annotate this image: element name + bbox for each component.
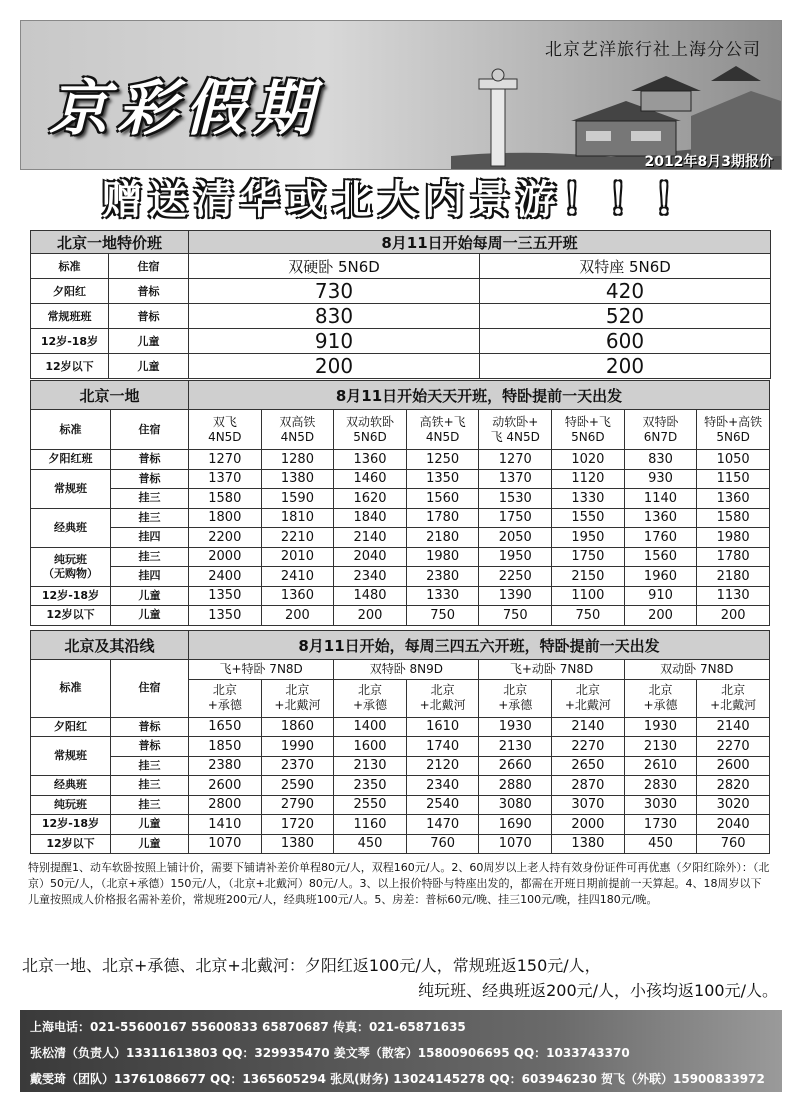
price-cell: 2340 [406,776,479,796]
row-lodging: 儿童 [111,834,189,854]
table-schedule: 8月11日开始，每周三四五六开班，特卧提前一天出发 [189,631,770,660]
price-cell: 760 [697,834,770,854]
destination-extra: +北戴河 [419,698,466,712]
destination-header [189,679,262,717]
column-header-row [31,660,770,680]
col-standard: 标准 [31,254,109,279]
table-row [31,756,770,776]
price-cell: 730 [189,279,480,304]
price-cell: 2140 [552,717,625,737]
destination-name: 北京 [358,683,383,697]
row-lodging: 挂三 [111,547,189,567]
row-standard-label: 12岁-18岁 [41,588,100,602]
row-lodging: 普标 [111,717,189,737]
price-cell: 1360 [624,508,697,528]
price-table-beijing-routes [30,630,770,854]
row-lodging: 挂三 [111,795,189,815]
price-cell: 2600 [697,756,770,776]
price-cell: 1070 [479,834,552,854]
product-header [624,410,697,450]
price-cell: 1350 [406,469,479,489]
price-cell: 2540 [406,795,479,815]
table-row [31,815,770,835]
col-lodging: 住宿 [109,254,189,279]
product-name: 双特卧 [642,414,679,429]
product-duration: 5N6D [353,429,387,444]
price-cell: 1730 [624,815,697,835]
product-name: 特卧+飞 [564,414,611,429]
table-row [31,489,770,509]
price-cell: 2040 [697,815,770,835]
price-cell: 1380 [552,834,625,854]
price-cell: 2040 [334,547,407,567]
price-cell: 1720 [261,815,334,835]
destination-name: 北京 [430,683,455,697]
price-cell: 1330 [406,586,479,606]
price-cell: 2180 [406,528,479,548]
row-lodging: 挂四 [111,528,189,548]
price-cell: 1980 [406,547,479,567]
table-row [31,795,770,815]
price-cell: 2650 [552,756,625,776]
price-cell: 1530 [479,489,552,509]
price-cell: 2270 [552,737,625,757]
destination-name: 北京 [285,683,310,697]
product-duration: 5N6D [571,429,605,444]
contact-footer [20,1010,782,1092]
price-cell: 1950 [552,528,625,548]
price-cell: 2790 [261,795,334,815]
col-standard: 标准 [31,410,111,450]
row-standard-label: 夕阳红班 [48,452,93,466]
price-cell: 1160 [334,815,407,835]
destination-extra: +北戴河 [710,698,757,712]
row-lodging: 儿童 [111,606,189,626]
price-cell: 1400 [334,717,407,737]
price-cell: 2820 [697,776,770,796]
destination-header [697,679,770,717]
table-row [31,279,771,304]
contact-staff-line: 戴雯琦（团队）13761086677 QQ：1365605294 张凤(财务) 13024145278 QQ：603946230 贺飞（外联）15900833972 [30,1072,765,1086]
row-standard: 夕阳红 [31,717,111,737]
row-lodging: 儿童 [111,586,189,606]
table-row [31,567,770,587]
price-cell: 2370 [261,756,334,776]
price-cell: 1930 [624,717,697,737]
row-standard: 12岁-18岁 [31,329,109,354]
price-cell: 2410 [261,567,334,587]
price-cell: 1330 [552,489,625,509]
row-standard [31,547,111,586]
destination-name: 北京 [721,683,746,697]
product-header [552,410,625,450]
price-cell: 1800 [189,508,262,528]
price-cell: 3020 [697,795,770,815]
price-cell: 1600 [334,737,407,757]
price-table-special [30,230,771,379]
price-cell: 1380 [261,469,334,489]
price-cell: 1130 [697,586,770,606]
row-standard-note: （无购物） [43,566,98,580]
column-header-row [31,410,770,450]
contact-staff-line: 张松清（负责人）13311613803 QQ：329935470 姜文琴（散客）15800906695 QQ：1033743370 [30,1046,630,1060]
price-cell: 1750 [479,508,552,528]
table-title: 北京及其沿线 [31,631,189,660]
price-cell: 2140 [697,717,770,737]
destination-extra: +承德 [643,698,678,712]
table-schedule: 8月11日开始天天开班，特卧提前一天出发 [189,381,770,410]
price-cell: 1780 [406,508,479,528]
row-lodging: 挂三 [111,489,189,509]
price-cell: 420 [480,279,771,304]
price-cell: 1350 [189,606,262,626]
table-row [31,508,770,528]
destination-header [261,679,334,717]
product-name: 动软卧+ [492,414,539,429]
price-cell: 910 [624,586,697,606]
price-cell: 2350 [334,776,407,796]
price-cell: 1360 [334,450,407,470]
price-cell: 200 [480,354,771,379]
price-cell: 1250 [406,450,479,470]
table-row [31,329,771,354]
price-cell: 910 [189,329,480,354]
price-cell: 2660 [479,756,552,776]
special-notes: 特别提醒1、动车软卧按照上铺计价，需要下铺请补差价单程80元/人，双程160元/人。2、60周岁以上老人持有效身份证件可再优惠（夕阳红除外）：（北京）50元/人，（北京+承德）150元/人，（北京+北戴河）80元/人。3、以上报价特卧与特座出发的，都需在开班日期前提前一天算起。4、18周岁以下儿童按照成人价格报名需补差价，常规班200元/人，经典班100元/人。5、房差：普标60元/晚、挂三100元/晚，挂四180元/晚。 [28,861,770,906]
table-row [31,354,771,379]
product-header [189,410,262,450]
price-cell: 1370 [479,469,552,489]
row-lodging: 普标 [111,450,189,470]
price-cell: 1840 [334,508,407,528]
destination-name: 北京 [648,683,673,697]
price-cell: 2380 [406,567,479,587]
price-cell: 1360 [697,489,770,509]
price-cell: 200 [697,606,770,626]
price-cell: 1960 [624,567,697,587]
price-cell: 2340 [334,567,407,587]
row-lodging: 普标 [111,737,189,757]
price-cell: 2830 [624,776,697,796]
table-row [31,469,770,489]
price-cell: 2870 [552,776,625,796]
price-cell: 2130 [624,737,697,757]
price-cell: 760 [406,834,479,854]
price-cell: 750 [479,606,552,626]
destination-name: 北京 [212,683,237,697]
col-lodging: 住宿 [111,660,189,718]
price-cell: 1760 [624,528,697,548]
product-header [406,410,479,450]
row-standard-label: 经典班 [54,520,87,534]
price-cell: 1050 [697,450,770,470]
product-header: 双动卧 7N8D [624,660,769,680]
price-cell: 1850 [189,737,262,757]
price-cell: 2210 [261,528,334,548]
product-name: 双飞 [212,414,237,429]
price-cell: 1580 [189,489,262,509]
price-cell: 200 [334,606,407,626]
price-cell: 1860 [261,717,334,737]
price-cell: 1620 [334,489,407,509]
price-cell: 1690 [479,815,552,835]
price-cell: 830 [189,304,480,329]
destination-extra: +承德 [498,698,533,712]
price-cell: 2800 [189,795,262,815]
price-cell: 2150 [552,567,625,587]
price-cell: 2400 [189,567,262,587]
price-cell: 1560 [406,489,479,509]
price-cell: 2050 [479,528,552,548]
row-standard: 12岁-18岁 [31,815,111,835]
row-standard-label: 常规班 [54,481,87,495]
row-standard [31,606,111,626]
row-lodging: 挂四 [111,567,189,587]
price-cell: 1460 [334,469,407,489]
price-cell: 1270 [479,450,552,470]
brand-logo: 京彩假期 [49,74,321,144]
table-row [31,586,770,606]
product-header: 飞+特卧 7N8D [189,660,334,680]
price-cell: 2120 [406,756,479,776]
price-cell: 2000 [552,815,625,835]
table-row [31,834,770,854]
price-cell: 200 [189,354,480,379]
price-cell: 1650 [189,717,262,737]
table-row [31,776,770,796]
table-row [31,717,770,737]
price-cell: 1410 [189,815,262,835]
price-cell: 2550 [334,795,407,815]
destination-header [406,679,479,717]
table-row [31,547,770,567]
price-cell: 750 [406,606,479,626]
price-cell: 1470 [406,815,479,835]
price-cell: 3080 [479,795,552,815]
price-cell: 450 [624,834,697,854]
row-standard [31,450,111,470]
price-cell: 1590 [261,489,334,509]
price-cell: 1120 [552,469,625,489]
row-lodging: 挂三 [111,756,189,776]
product-header [479,410,552,450]
row-lodging: 挂三 [111,508,189,528]
refund-line: 北京一地、北京+承德、北京+北戴河：夕阳红返100元/人，常规班返150元/人， [22,956,601,975]
row-standard [31,586,111,606]
row-standard-label: 12岁以下 [46,608,95,622]
issue-label: 2012年8月3期报价 [644,154,773,170]
price-cell: 1270 [189,450,262,470]
header-banner [20,20,782,170]
price-cell: 1550 [552,508,625,528]
product-header [697,410,770,450]
product-header [261,410,334,450]
product-name: 特卧+高铁 [704,414,763,429]
price-cell: 1740 [406,737,479,757]
price-cell: 1100 [552,586,625,606]
price-cell: 2610 [624,756,697,776]
destination-extra: +承德 [207,698,242,712]
table-row [31,606,770,626]
price-cell: 1780 [697,547,770,567]
product-header: 双特座 5N6D [480,254,771,279]
price-cell: 2000 [189,547,262,567]
price-cell: 1480 [334,586,407,606]
row-standard: 常规班班 [31,304,109,329]
price-cell: 2380 [189,756,262,776]
price-cell: 1140 [624,489,697,509]
promo-banner: 赠送清华或北大内景游！！！ [102,176,700,223]
destination-header [479,679,552,717]
price-cell: 1390 [479,586,552,606]
product-duration: 6N7D [643,429,678,444]
product-duration: 4N5D [280,429,315,444]
price-cell: 1810 [261,508,334,528]
table-title: 北京一地特价班 [31,231,189,254]
price-cell: 1980 [697,528,770,548]
price-table-beijing [30,380,770,626]
price-cell: 3070 [552,795,625,815]
price-cell: 2130 [479,737,552,757]
price-cell: 200 [261,606,334,626]
refund-line: 纯玩班、经典班返200元/人，小孩均返100元/人。 [418,981,778,1000]
product-header: 双特卧 8N9D [334,660,479,680]
product-duration: 4N5D [208,429,242,444]
price-cell: 2200 [189,528,262,548]
price-cell: 2270 [697,737,770,757]
price-cell: 2130 [334,756,407,776]
price-cell: 2010 [261,547,334,567]
row-standard: 常规班 [31,737,111,776]
col-standard: 标准 [31,660,111,718]
contact-phone-line: 上海电话：021-55600167 55600833 65870687 传真：021-65871635 [30,1020,466,1034]
price-cell: 2880 [479,776,552,796]
price-cell: 520 [480,304,771,329]
price-cell: 1150 [697,469,770,489]
destination-extra: +北戴河 [274,698,321,712]
price-cell: 2250 [479,567,552,587]
table-title: 北京一地 [31,381,189,410]
row-lodging: 挂三 [111,776,189,796]
row-standard: 夕阳红 [31,279,109,304]
price-cell: 1020 [552,450,625,470]
price-cell: 1990 [261,737,334,757]
price-cell: 930 [624,469,697,489]
price-cell: 1380 [261,834,334,854]
row-standard [31,508,111,547]
destination-header [334,679,407,717]
company-name: 北京艺洋旅行社上海分公司 [545,40,761,60]
table-schedule: 8月11日开始每周一三五开班 [189,231,771,254]
price-cell: 3030 [624,795,697,815]
product-name: 双动软卧 [346,414,395,429]
price-cell: 1950 [479,547,552,567]
row-standard: 经典班 [31,776,111,796]
table-row [31,304,771,329]
table-row [31,528,770,548]
product-header: 双硬卧 5N6D [189,254,480,279]
price-cell: 2590 [261,776,334,796]
product-header [334,410,407,450]
table-row [31,450,770,470]
destination-extra: +承德 [353,698,388,712]
row-lodging: 儿童 [109,354,189,379]
product-name: 高铁+飞 [419,414,466,429]
price-cell: 1930 [479,717,552,737]
row-lodging: 儿童 [109,329,189,354]
row-standard: 12岁以下 [31,834,111,854]
row-lodging: 儿童 [111,815,189,835]
price-cell: 1580 [697,508,770,528]
price-cell: 600 [480,329,771,354]
price-cell: 830 [624,450,697,470]
price-cell: 450 [334,834,407,854]
row-lodging: 普标 [111,469,189,489]
row-standard-label: 纯玩班 [54,552,87,566]
price-cell: 1370 [189,469,262,489]
price-cell: 200 [624,606,697,626]
price-cell: 1610 [406,717,479,737]
price-cell: 750 [552,606,625,626]
product-duration: 5N6D [716,429,750,444]
table-row [31,737,770,757]
row-standard: 12岁以下 [31,354,109,379]
price-cell: 2140 [334,528,407,548]
row-lodging: 普标 [109,304,189,329]
row-standard: 纯玩班 [31,795,111,815]
destination-name: 北京 [575,683,600,697]
price-cell: 1280 [261,450,334,470]
destination-header [552,679,625,717]
product-header: 飞+动卧 7N8D [479,660,624,680]
price-cell: 1360 [261,586,334,606]
price-cell: 1750 [552,547,625,567]
destination-extra: +北戴河 [564,698,611,712]
row-standard [31,469,111,508]
product-duration: 4N5D [425,429,460,444]
price-cell: 1560 [624,547,697,567]
destination-name: 北京 [503,683,528,697]
price-cell: 1070 [189,834,262,854]
destination-header [624,679,697,717]
price-cell: 2180 [697,567,770,587]
col-lodging: 住宿 [111,410,189,450]
price-cell: 2600 [189,776,262,796]
row-lodging: 普标 [109,279,189,304]
product-name: 双高铁 [279,414,316,429]
price-cell: 1350 [189,586,262,606]
product-duration: 飞 4N5D [490,429,540,444]
